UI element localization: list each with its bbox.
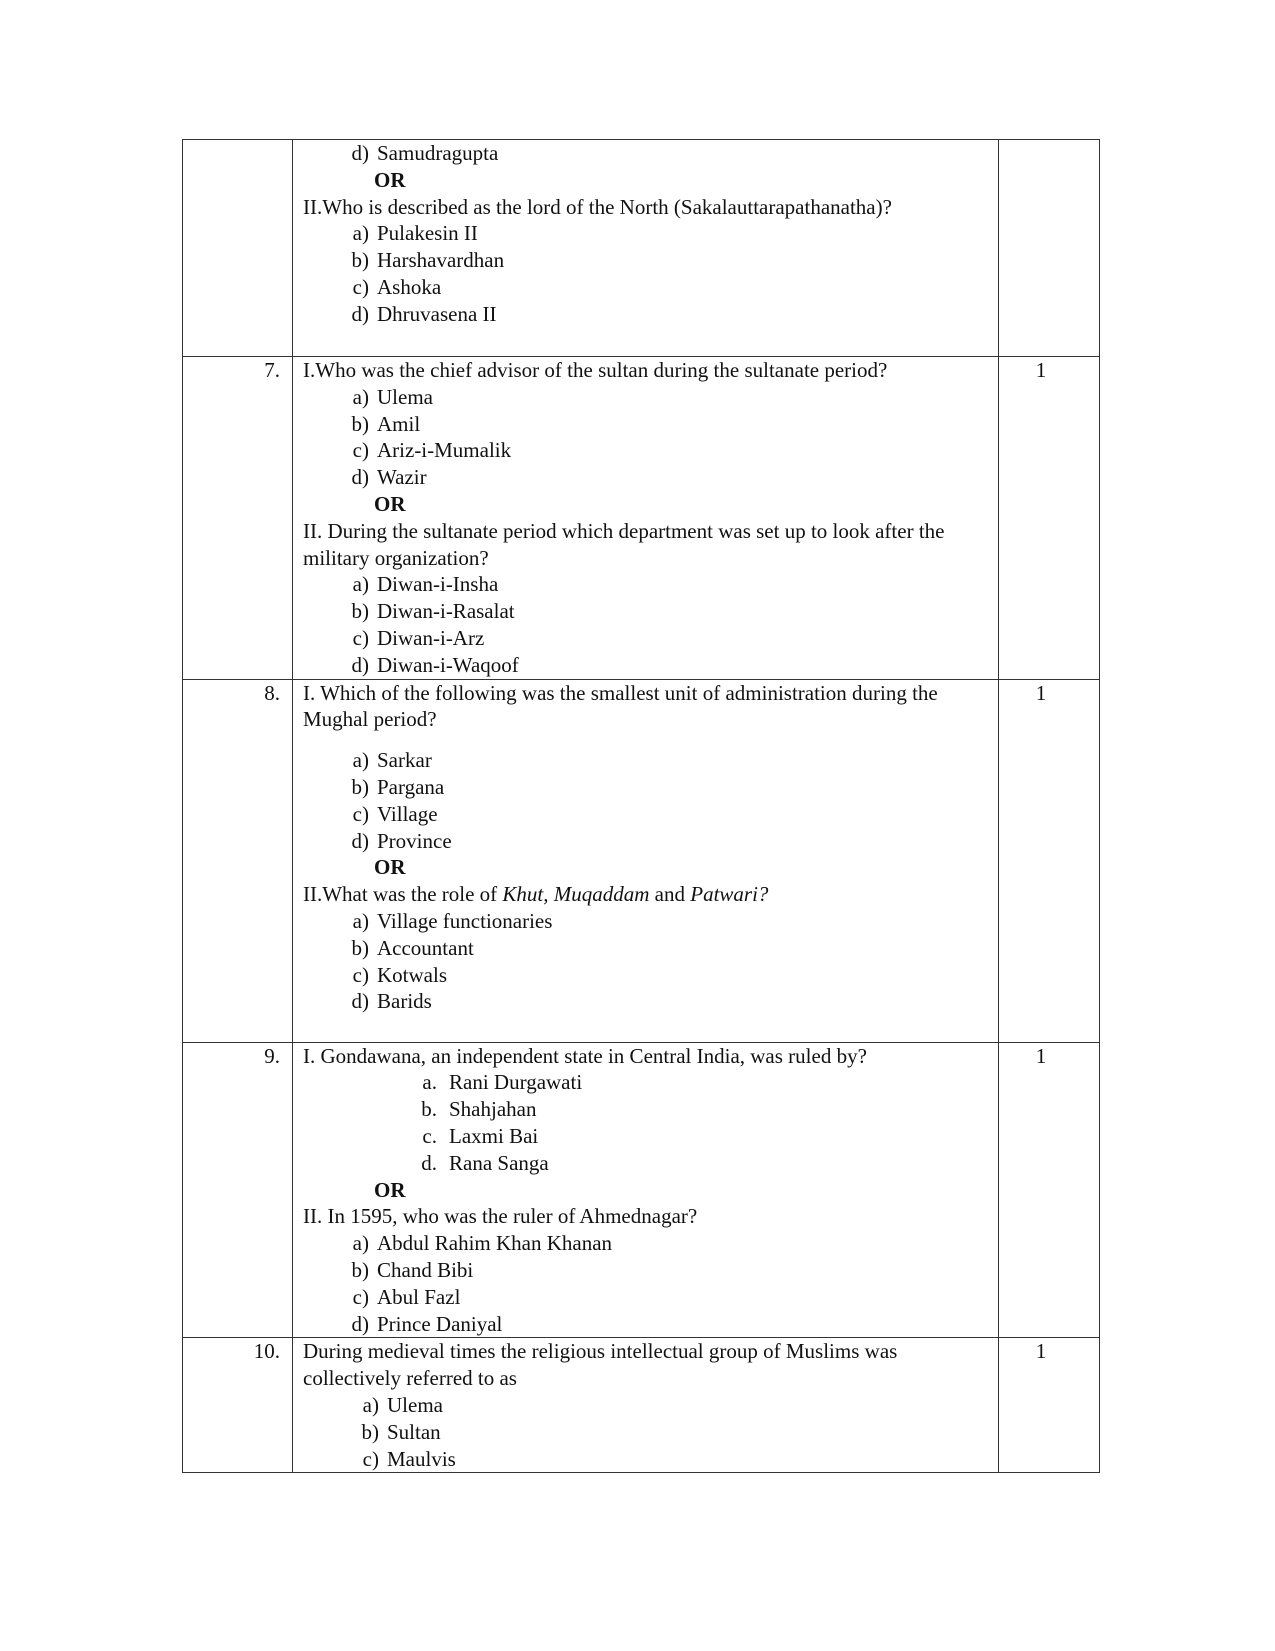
question-text: I. Gondawana, an independent state in Central India, was ruled by? <box>303 1043 867 1068</box>
question-content <box>293 1338 999 1473</box>
option: c) Diwan-i-Arz <box>352 625 485 650</box>
marks-cell: 1 <box>999 679 1100 1042</box>
option: d) Barids <box>351 989 432 1014</box>
question-number: 7. <box>183 357 293 680</box>
option: a) Abdul Rahim Khan Khanan <box>352 1231 613 1256</box>
question-text: I. Which of the following was the smallest unit of administration during the Mughal period? <box>303 680 938 732</box>
option: c) Ariz-i-Mumalik <box>352 438 512 463</box>
option: c. Laxmi Bai <box>422 1123 539 1148</box>
option: a) Diwan-i-Insha <box>352 572 499 597</box>
or-separator: OR <box>374 167 406 192</box>
option: a) Village functionaries <box>352 908 553 933</box>
option: d) Samudragupta <box>351 141 499 165</box>
option: a) Sarkar <box>352 748 432 773</box>
or-separator: OR <box>374 855 406 880</box>
option: d) Province <box>351 828 452 853</box>
option: d) Diwan-i-Waqoof <box>351 652 519 677</box>
spacer <box>303 733 986 747</box>
question-text: II. During the sultanate period which department was set up to look after the military organization? <box>303 518 945 570</box>
option: a) Ulema <box>352 384 433 409</box>
question-number: 10. <box>183 1338 293 1473</box>
option: a) Pulakesin II <box>352 221 478 246</box>
option: d) Wazir <box>351 465 427 490</box>
option: d. Rana Sanga <box>421 1150 549 1175</box>
question-content <box>293 357 999 680</box>
question-content <box>293 679 999 1042</box>
option: b) Diwan-i-Rasalat <box>351 599 515 624</box>
question-content <box>293 140 999 357</box>
option: c) Kotwals <box>352 962 447 987</box>
option: b) Chand Bibi <box>351 1257 474 1282</box>
question-text: II.Who is described as the lord of the North (Sakalauttarapathanatha)? <box>303 194 892 219</box>
marks-cell: 1 <box>999 1338 1100 1473</box>
option: b) Pargana <box>351 774 445 799</box>
question-row-8 <box>183 679 1100 1042</box>
marks-cell: 1 <box>999 1042 1100 1338</box>
option: c) Maulvis <box>362 1446 456 1471</box>
option: b) Accountant <box>351 935 474 960</box>
question-row-9 <box>183 1042 1100 1338</box>
question-number <box>183 140 293 357</box>
option: d) Dhruvasena II <box>351 301 497 326</box>
or-separator: OR <box>374 491 406 516</box>
question-table <box>182 139 1100 1473</box>
question-number: 9. <box>183 1042 293 1338</box>
option: b) Sultan <box>361 1419 441 1444</box>
question-row-10 <box>183 1338 1100 1473</box>
question-number: 8. <box>183 679 293 1042</box>
question-text: I.Who was the chief advisor of the sultan during the sultanate period? <box>303 358 888 382</box>
option: b) Harshavardhan <box>351 248 505 273</box>
question-row-6-continued <box>183 140 1100 357</box>
option: c) Ashoka <box>352 274 442 299</box>
question-row-7 <box>183 357 1100 680</box>
marks-cell: 1 <box>999 357 1100 680</box>
option: a. Rani Durgawati <box>422 1070 583 1095</box>
option: a) Ulema <box>362 1392 443 1417</box>
option: b. Shahjahan <box>421 1097 537 1122</box>
question-text: During medieval times the religious intellectual group of Muslims was collectively referred to as <box>303 1339 898 1391</box>
option: d) Prince Daniyal <box>351 1311 503 1336</box>
question-text: II.What was the role of Khut, Muqaddam and Patwari? <box>303 882 769 907</box>
question-text: II. In 1595, who was the ruler of Ahmednagar? <box>303 1204 698 1229</box>
question-content <box>293 1042 999 1338</box>
or-separator: OR <box>374 1177 406 1202</box>
option: b) Amil <box>351 411 421 436</box>
option: c) Abul Fazl <box>352 1284 461 1309</box>
marks-cell <box>999 140 1100 357</box>
option: c) Village <box>352 801 438 826</box>
